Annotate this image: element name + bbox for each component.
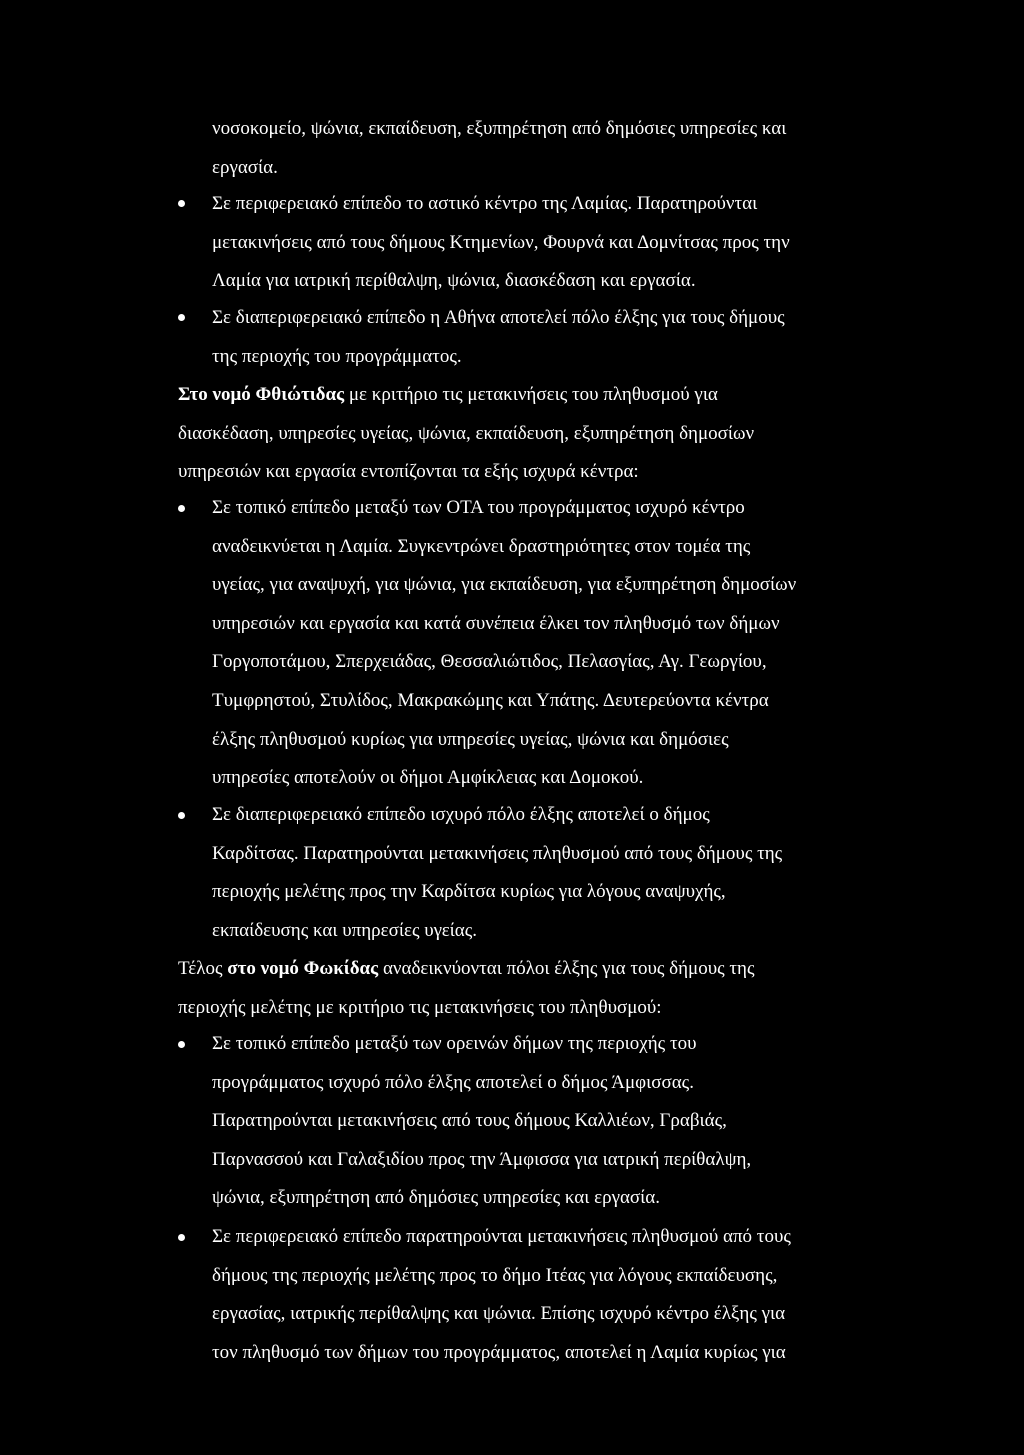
text-segment: Τέλος	[178, 958, 228, 979]
text-line	[212, 835, 782, 874]
text-segment: της περιοχής του προγράμματος.	[212, 345, 462, 367]
text-line	[212, 605, 796, 644]
text-segment: νοσοκομείο, ψώνια, εκπαίδευση, εξυπηρέτηση από δημόσιες υπηρεσίες και	[212, 118, 787, 139]
bullet-item-amfissa	[212, 1025, 751, 1218]
text-line	[212, 185, 790, 224]
text-line	[212, 1064, 751, 1103]
text-segment: περιοχής μελέτης προς την Καρδίτσα κυρίως για λόγους αναψυχής,	[212, 881, 726, 903]
bold-text: στο νομό Φωκίδας	[227, 958, 379, 979]
text-line	[212, 1218, 791, 1257]
text-segment: εκπαίδευσης και υπηρεσίες υγείας.	[212, 919, 478, 941]
text-segment: αναδεικνύεται η Λαμία. Συγκεντρώνει δραστηριότητες στον τομέα της	[212, 535, 751, 557]
text-line	[212, 528, 796, 567]
text-segment: Τυμφρηστού, Στυλίδος, Μακρακώμης και Υπάτης. Δευτερεύοντα κέντρα	[212, 689, 769, 711]
text-segment: εργασίας, ιατρικής περίθαλψης και ψώνια. Επίσης ισχυρό κέντρο έλξης για	[212, 1303, 786, 1325]
text-line	[212, 1334, 791, 1373]
text-segment: υπηρεσίες αποτελούν οι δήμοι Αμφίκλειας και Δομοκού.	[212, 767, 644, 789]
text-segment: Παρνασσού και Γαλαξιδίου προς την Άμφισσα για ιατρική περίθαλψη,	[212, 1148, 752, 1170]
text-line	[212, 721, 796, 760]
text-line	[178, 950, 755, 989]
text-segment: Καρδίτσας. Παρατηρούνται μετακινήσεις πληθυσμού από τους δήμους της	[212, 842, 783, 864]
bullet-item-itea	[212, 1218, 791, 1372]
bullet-dot	[178, 1041, 185, 1048]
bold-text: Στο νομό Φθιώτιδας	[178, 384, 345, 405]
text-segment: αναδεικνύονται πόλοι έλξης για τους δήμους της	[378, 958, 755, 979]
text-line	[212, 1102, 751, 1141]
text-segment: τον πληθυσμό των δήμων του προγράμματος, αποτελεί η Λαμία κυρίως για	[212, 1341, 786, 1363]
text-segment: υγείας, για αναψυχή, για ψώνια, για εκπαίδευση, για εξυπηρέτηση δημοσίων	[212, 574, 797, 596]
text-line	[178, 453, 754, 492]
text-line	[212, 299, 785, 338]
text-line	[178, 989, 755, 1028]
text-segment: περιοχής μελέτης με κριτήριο τις μετακινήσεις του πληθυσμού:	[178, 996, 662, 1018]
text-segment: έλξης πληθυσμού κυρίως για υπηρεσίες υγείας, ψώνια και δημόσιες	[212, 728, 729, 750]
bullet-dot	[178, 200, 185, 207]
text-line	[212, 796, 782, 835]
paragraph-fthiotida	[178, 376, 754, 492]
bullet-item-athens	[212, 299, 785, 376]
text-segment: διασκέδαση, υπηρεσίες υγείας, ψώνια, εκπαίδευση, εξυπηρέτηση δημοσίων	[178, 422, 755, 444]
text-segment: ψώνια, εξυπηρέτηση από δημόσιες υπηρεσίες και εργασία.	[212, 1187, 660, 1209]
text-segment: Σε περιφερειακό επίπεδο το αστικό κέντρο της Λαμίας. Παρατηρούνται	[212, 193, 758, 214]
bullet-continuation	[212, 110, 786, 187]
bullet-item-regional-lamia	[212, 185, 790, 301]
bullet-item-local-lamia	[212, 489, 796, 798]
text-line	[212, 873, 782, 912]
text-segment: Γοργοποτάμου, Σπερχειάδας, Θεσσαλιώτιδος, Πελασγίας, Αγ. Γεωργίου,	[212, 651, 767, 673]
text-line	[212, 643, 796, 682]
bullet-dot	[178, 314, 185, 321]
text-line	[212, 682, 796, 721]
text-line	[212, 262, 790, 301]
bullet-dot	[178, 1234, 185, 1241]
text-line	[212, 759, 796, 798]
text-segment: υπηρεσιών και εργασία εντοπίζονται τα εξής ισχυρά κέντρα:	[178, 461, 639, 483]
text-segment: Λαμία για ιατρική περίθαλψη, ψώνια, διασκέδαση και εργασία.	[212, 270, 696, 292]
paragraph-fokida	[178, 950, 755, 1027]
text-segment: μετακινήσεις από τους δήμους Κτημενίων, Φουρνά και Δομνίτσας προς την	[212, 231, 790, 253]
text-line	[212, 1179, 751, 1218]
text-line	[212, 110, 786, 149]
text-segment: Σε τοπικό επίπεδο μεταξύ των ορεινών δήμων της περιοχής του	[212, 1033, 697, 1054]
text-segment: υπηρεσιών και εργασία και κατά συνέπεια έλκει τον πληθυσμό των δήμων	[212, 612, 780, 634]
bullet-dot	[178, 505, 185, 512]
text-line	[212, 912, 782, 951]
text-segment: προγράμματος ισχυρό πόλο έλξης αποτελεί ο δήμος Άμφισσας.	[212, 1071, 694, 1093]
text-segment: Σε διαπεριφερειακό επίπεδο ισχυρό πόλο έλξης αποτελεί ο δήμος	[212, 804, 710, 825]
text-segment: δήμους της περιοχής μελέτης προς το δήμο Ιτέας για λόγους εκπαίδευσης,	[212, 1264, 778, 1286]
text-line	[212, 1141, 751, 1180]
text-segment: με κριτήριο τις μετακινήσεις του πληθυσμού για	[344, 384, 718, 405]
text-line	[212, 489, 796, 528]
text-segment: εργασία.	[212, 156, 278, 178]
text-line	[212, 224, 790, 263]
text-segment: Σε τοπικό επίπεδο μεταξύ των ΟΤΑ του προγράμματος ισχυρό κέντρο	[212, 497, 745, 518]
text-line	[212, 1025, 751, 1064]
text-segment: Παρατηρούνται μετακινήσεις από τους δήμους Καλλιέων, Γραβιάς,	[212, 1110, 727, 1132]
text-line	[212, 1257, 791, 1296]
text-line	[178, 415, 754, 454]
text-line	[178, 376, 754, 415]
text-line	[212, 1295, 791, 1334]
text-line	[212, 338, 785, 377]
text-line	[212, 566, 796, 605]
text-segment: Σε διαπεριφερειακό επίπεδο η Αθήνα αποτελεί πόλο έλξης για τους δήμους	[212, 307, 785, 328]
bullet-item-karditsa	[212, 796, 782, 950]
bullet-dot	[178, 812, 185, 819]
text-segment: Σε περιφερειακό επίπεδο παρατηρούνται μετακινήσεις πληθυσμού από τους	[212, 1226, 791, 1247]
text-line	[212, 149, 786, 188]
